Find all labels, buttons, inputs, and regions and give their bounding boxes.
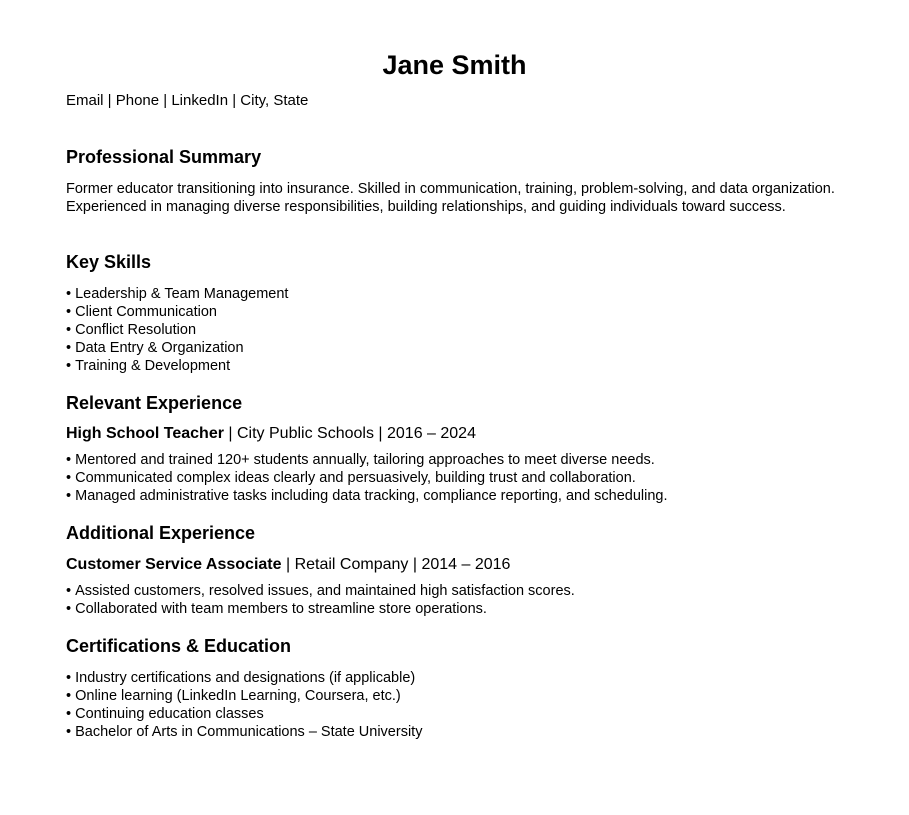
additional-experience-bullets bbox=[66, 582, 866, 618]
job-details: | City Public Schools | 2016 – 2024 bbox=[223, 425, 476, 442]
relevant-job-line bbox=[66, 425, 476, 443]
contact-line: Email | Phone | LinkedIn | City, State bbox=[66, 92, 309, 109]
skills-list bbox=[66, 285, 866, 375]
job-title: Customer Service Associate bbox=[66, 556, 282, 573]
skills-heading: Key Skills bbox=[66, 252, 152, 272]
list-item: • Collaborated with team members to streamline store operations. bbox=[66, 600, 866, 618]
list-item: • Industry certifications and designations (if applicable) bbox=[66, 669, 866, 687]
certifications-heading: Certifications & Education bbox=[66, 636, 292, 656]
list-item: • Continuing education classes bbox=[66, 705, 866, 723]
list-item: • Managed administrative tasks including data tracking, compliance reporting, and scheduling. bbox=[66, 487, 866, 505]
job-details: | Retail Company | 2014 – 2016 bbox=[281, 556, 511, 573]
relevant-experience-heading: Relevant Experience bbox=[66, 393, 243, 413]
list-item: • Assisted customers, resolved issues, and maintained high satisfaction scores. bbox=[66, 582, 866, 600]
list-item: • Training & Development bbox=[66, 357, 866, 375]
summary-text: Former educator transitioning into insurance. Skilled in communication, training, problem-solving, and data organization. Experienced in managing diverse responsibilities, building relationships, and guiding individuals toward success. bbox=[66, 181, 835, 215]
additional-job-line bbox=[66, 556, 510, 574]
list-item: • Bachelor of Arts in Communications – State University bbox=[66, 723, 866, 741]
additional-experience-heading: Additional Experience bbox=[66, 523, 256, 543]
list-item: • Online learning (LinkedIn Learning, Coursera, etc.) bbox=[66, 687, 866, 705]
certifications-list bbox=[66, 669, 866, 741]
list-item: • Conflict Resolution bbox=[66, 321, 866, 339]
list-item: • Data Entry & Organization bbox=[66, 339, 866, 357]
job-title: High School Teacher bbox=[66, 425, 224, 442]
list-item: • Communicated complex ideas clearly and persuasively, building trust and collaboration. bbox=[66, 469, 866, 487]
summary-heading: Professional Summary bbox=[66, 147, 262, 167]
list-item: • Mentored and trained 120+ students annually, tailoring approaches to meet diverse needs. bbox=[66, 451, 866, 469]
relevant-experience-bullets bbox=[66, 451, 866, 505]
list-item: • Client Communication bbox=[66, 303, 866, 321]
list-item: • Leadership & Team Management bbox=[66, 285, 866, 303]
candidate-name: Jane Smith bbox=[382, 50, 527, 80]
